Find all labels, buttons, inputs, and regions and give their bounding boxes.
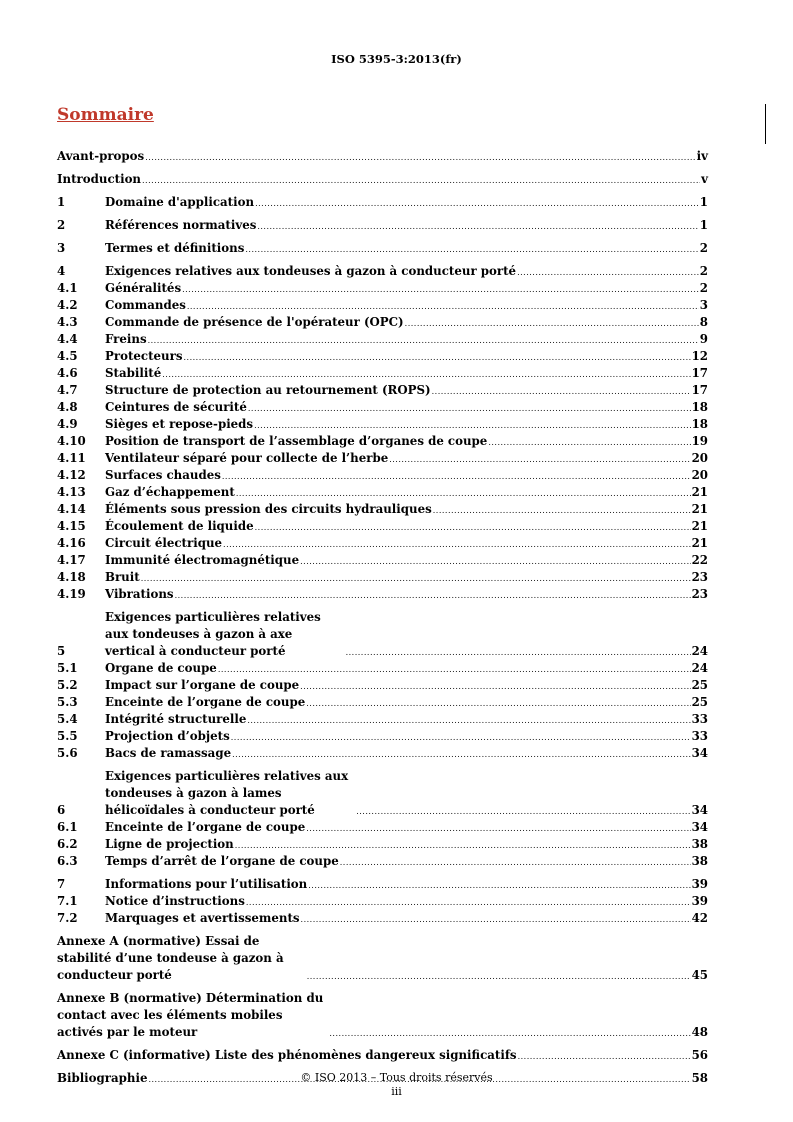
toc-dot-leader [257, 220, 698, 234]
toc-entry-page: 18 [691, 417, 708, 431]
toc-entry[interactable] [57, 535, 708, 552]
toc-entry-title: Marquages et avertissements [105, 911, 300, 925]
toc-dot-leader [231, 731, 691, 745]
toc-entry-title: Freins [105, 332, 147, 346]
toc-entry[interactable] [57, 933, 708, 984]
toc-dot-leader [145, 151, 695, 165]
toc-entry-page: 33 [691, 729, 708, 743]
toc-entry-page: 21 [691, 536, 708, 550]
toc-entry-title: Éléments sous pression des circuits hydrauliques [105, 502, 432, 516]
toc-entry-title: Circuit électrique [105, 536, 223, 550]
toc-entry-number: 6.3 [57, 854, 78, 868]
toc-entry-number: 4.11 [57, 451, 86, 465]
toc-entry-number: 4.12 [57, 468, 86, 482]
toc-entry-number: 5.3 [57, 695, 78, 709]
toc-entry-page: 48 [691, 1025, 708, 1039]
toc-entry-number: 2 [57, 218, 66, 232]
toc-dot-leader [308, 879, 690, 893]
toc-entry-number: 3 [57, 241, 66, 255]
toc-entry-number: 5.5 [57, 729, 78, 743]
toc-dot-leader [306, 822, 690, 836]
toc-entry[interactable] [57, 297, 708, 314]
toc-entry-title: Commande de présence de l'opérateur (OPC) [105, 315, 404, 329]
toc-entry-title: Références normatives [105, 218, 257, 232]
toc-entry-title: Bibliographie [57, 1071, 148, 1085]
toc-entry-page: 34 [691, 746, 708, 760]
toc-title: Sommaire [57, 105, 154, 125]
toc-entry-title: Enceinte de l’organe de coupe [105, 820, 306, 834]
toc-entry[interactable] [57, 990, 708, 1041]
toc-entry-number: 4.9 [57, 417, 78, 431]
toc-entry-page: 24 [691, 661, 708, 675]
toc-entry-page: 25 [691, 695, 708, 709]
toc-entry-number: 4.17 [57, 553, 86, 567]
toc-entry-title: Annexe C (informative) Liste des phénomènes dangereux significatifs [57, 1048, 517, 1062]
toc-entry-title: Exigences relatives aux tondeuses à gazon à conducteur porté [105, 264, 517, 278]
toc-entry[interactable] [57, 382, 708, 399]
toc-entry-page: 58 [691, 1071, 708, 1085]
toc-dot-leader [248, 402, 691, 416]
document-header: ISO 5395-3:2013(fr) [331, 52, 462, 66]
toc-entry-page: 34 [691, 820, 708, 834]
toc-entry-title: Domaine d'application [105, 195, 255, 209]
toc-entry-title: Sièges et repose-pieds [105, 417, 254, 431]
toc-entry-page: 25 [691, 678, 708, 692]
toc-entry-title: Ventilateur séparé pour collecte de l’herbe [105, 451, 389, 465]
toc-entry[interactable] [57, 745, 708, 762]
toc-entry-number: 4.2 [57, 298, 78, 312]
toc-entry-page: 20 [691, 451, 708, 465]
toc-dot-leader [389, 453, 690, 467]
toc-entry[interactable] [57, 484, 708, 501]
toc-entry-title: Annexe A (normative) Essai de stabilité d’une tondeuse à gazon à conducteur porté [57, 934, 284, 982]
toc-dot-leader [340, 856, 691, 870]
toc-dot-leader [517, 266, 699, 280]
toc-entry-title: Impact sur l’organe de coupe [105, 678, 300, 692]
toc-entry[interactable] [57, 518, 708, 535]
toc-entry-number: 5.4 [57, 712, 78, 726]
toc-entry-number: 4.16 [57, 536, 86, 550]
toc-entry-title: Stabilité [105, 366, 162, 380]
toc-entry-title: Projection d’objets [105, 729, 230, 743]
toc-entry-page: 17 [691, 366, 708, 380]
toc-dot-leader [247, 714, 690, 728]
toc-entry[interactable] [57, 910, 708, 927]
toc-entry-title: Enceinte de l’organe de coupe [105, 695, 306, 709]
toc-entry-number: 6.1 [57, 820, 78, 834]
toc-entry-number: 5 [57, 644, 66, 658]
toc-entry-page: 17 [691, 383, 708, 397]
toc-entry[interactable] [57, 694, 708, 711]
toc-dot-leader [301, 913, 691, 927]
toc-entry[interactable] [57, 240, 708, 257]
toc-dot-leader [405, 317, 699, 331]
toc-entry-page: 2 [699, 241, 708, 255]
toc-entry[interactable] [57, 876, 708, 893]
toc-entry-title: Annexe B (normative) Détermination du contact avec les éléments mobiles activés par le moteur [57, 991, 324, 1039]
toc-entry-page: 21 [691, 485, 708, 499]
toc-entry[interactable] [57, 467, 708, 484]
toc-dot-leader [433, 504, 691, 518]
toc-entry-page: 8 [699, 315, 708, 329]
toc-entry-number: 6.2 [57, 837, 78, 851]
toc-entry-title: Structure de protection au retournement (ROPS) [105, 383, 431, 397]
toc-entry-title: Avant-propos [57, 149, 145, 163]
toc-dot-leader [254, 419, 691, 433]
toc-dot-leader [222, 470, 691, 484]
toc-entry[interactable] [57, 217, 708, 234]
toc-entry-title: Immunité électromagnétique [105, 553, 300, 567]
toc-entry-number: 4.8 [57, 400, 78, 414]
toc-entry-number: 5.1 [57, 661, 78, 675]
toc-entry[interactable] [57, 836, 708, 853]
toc-dot-leader [232, 748, 691, 762]
toc-dot-leader [245, 243, 698, 257]
toc-entry[interactable] [57, 194, 708, 211]
toc-entry-page: 39 [691, 877, 708, 891]
toc-entry[interactable] [57, 314, 708, 331]
toc-entry-page: 33 [691, 712, 708, 726]
toc-dot-leader [218, 663, 691, 677]
toc-entry-number: 4.10 [57, 434, 86, 448]
toc-entry-title: Généralités [105, 281, 182, 295]
toc-entry-page: 18 [691, 400, 708, 414]
toc-dot-leader [488, 436, 690, 450]
toc-entry-title: Position de transport de l’assemblage d’organes de coupe [105, 434, 488, 448]
toc-entry[interactable] [57, 552, 708, 569]
toc-entry[interactable] [57, 280, 708, 297]
toc-entry[interactable] [57, 171, 708, 188]
toc-entry-page: 24 [691, 644, 708, 658]
toc-entry[interactable] [57, 819, 708, 836]
toc-dot-leader [148, 334, 699, 348]
toc-dot-leader [255, 521, 691, 535]
toc-entry-number: 4 [57, 264, 66, 278]
toc-entry-number: 4.7 [57, 383, 78, 397]
toc-entry-title: Introduction [57, 172, 142, 186]
toc-dot-leader [306, 697, 690, 711]
toc-entry-title: Protecteurs [105, 349, 183, 363]
toc-entry-number: 4.15 [57, 519, 86, 533]
toc-entry-title: Informations pour l’utilisation [105, 877, 308, 891]
toc-dot-leader [432, 385, 691, 399]
toc-dot-leader [356, 805, 690, 819]
toc-entry-title: Gaz d’échappement [105, 485, 235, 499]
toc-entry[interactable] [57, 660, 708, 677]
toc-entry[interactable] [57, 399, 708, 416]
toc-entry-page: 38 [691, 854, 708, 868]
toc-dot-leader [246, 896, 691, 910]
toc-entry-page: 2 [699, 264, 708, 278]
toc-entry[interactable] [57, 728, 708, 745]
toc-entry-page: 22 [691, 553, 708, 567]
toc-entry-title: Vibrations [105, 587, 174, 601]
toc-entry-page: 20 [691, 468, 708, 482]
toc-entry-number: 7.2 [57, 911, 78, 925]
toc-entry-page: 38 [691, 837, 708, 851]
toc-dot-leader [236, 487, 691, 501]
toc-dot-leader [223, 538, 691, 552]
toc-dot-leader [300, 680, 690, 694]
toc-entry-number: 4.4 [57, 332, 78, 346]
toc-dot-leader [329, 1027, 690, 1041]
toc-entry-page: 39 [691, 894, 708, 908]
toc-entry-title: Organe de coupe [105, 661, 217, 675]
toc-dot-leader [142, 174, 700, 188]
toc-entry-title: Intégrité structurelle [105, 712, 247, 726]
toc-entry-page: 21 [691, 519, 708, 533]
toc-entry-page: 12 [691, 349, 708, 363]
toc-entry[interactable] [57, 677, 708, 694]
toc-entry[interactable] [57, 416, 708, 433]
toc-dot-leader [141, 572, 691, 586]
toc-entry-page: 1 [699, 218, 708, 232]
page-number: iii [391, 1085, 402, 1098]
toc-entry-number: 4.6 [57, 366, 78, 380]
toc-entry-page: 1 [699, 195, 708, 209]
toc-entry[interactable] [57, 768, 708, 819]
toc-entry[interactable] [57, 586, 708, 603]
toc-entry-page: 56 [691, 1048, 708, 1062]
toc-entry[interactable] [57, 348, 708, 365]
toc-entry-page: 21 [691, 502, 708, 516]
toc-entry-number: 4.18 [57, 570, 86, 584]
toc-dot-leader [255, 197, 699, 211]
toc-entry[interactable] [57, 365, 708, 382]
toc-entry-page: 2 [699, 281, 708, 295]
toc-entry[interactable] [57, 450, 708, 467]
toc-entry-number: 5.6 [57, 746, 78, 760]
toc-entry-number: 4.13 [57, 485, 86, 499]
toc-entry-page: 34 [691, 803, 708, 817]
toc-dot-leader [183, 351, 690, 365]
toc-entry[interactable] [57, 1047, 708, 1064]
toc-dot-leader [346, 646, 691, 660]
toc-entry-title: Termes et définitions [105, 241, 245, 255]
toc-entry-title: Notice d’instructions [105, 894, 245, 908]
toc-entry-page: 9 [699, 332, 708, 346]
toc-entry[interactable] [57, 569, 708, 586]
toc-entry-number: 1 [57, 195, 66, 209]
page-footer [0, 1071, 793, 1099]
toc-dot-leader [518, 1050, 691, 1064]
toc-entry-title: Exigences particulières relatives aux tondeuses à gazon à axe vertical à conducteur porté [105, 610, 321, 658]
toc-entry-title: Ceintures de sécurité [105, 400, 247, 414]
toc-dot-leader [182, 283, 699, 297]
toc-entry-page: 42 [691, 911, 708, 925]
toc-entry-page: 23 [691, 570, 708, 584]
toc-entry-page: 3 [699, 298, 708, 312]
toc-entry[interactable] [57, 331, 708, 348]
toc-entry-title: Surfaces chaudes [105, 468, 221, 482]
table-of-contents [57, 148, 708, 1087]
toc-entry[interactable] [57, 609, 708, 660]
toc-entry-number: 4.5 [57, 349, 78, 363]
toc-entry[interactable] [57, 433, 708, 450]
toc-entry-number: 4.3 [57, 315, 78, 329]
toc-entry-title: Bacs de ramassage [105, 746, 232, 760]
toc-entry[interactable] [57, 501, 708, 518]
toc-entry-number: 6 [57, 803, 66, 817]
toc-dot-leader [235, 839, 691, 853]
toc-entry-title: Bruit [105, 570, 140, 584]
toc-entry-number: 7 [57, 877, 66, 891]
toc-dot-leader [175, 589, 691, 603]
toc-entry-title: Ligne de projection [105, 837, 234, 851]
toc-entry-page: v [701, 172, 708, 186]
toc-dot-leader [307, 970, 691, 984]
toc-entry-title: Commandes [105, 298, 186, 312]
revision-bar [765, 104, 766, 144]
toc-entry[interactable] [57, 711, 708, 728]
toc-entry[interactable] [57, 263, 708, 280]
toc-entry-number: 5.2 [57, 678, 78, 692]
toc-entry-number: 4.1 [57, 281, 78, 295]
toc-entry[interactable] [57, 148, 708, 165]
toc-entry-page: 19 [691, 434, 708, 448]
toc-entry-title: Temps d’arrêt de l’organe de coupe [105, 854, 339, 868]
toc-entry-page: iv [696, 149, 708, 163]
copyright-notice: © ISO 2013 – Tous droits réservés [300, 1071, 493, 1084]
toc-entry-number: 7.1 [57, 894, 78, 908]
toc-entry-page: 45 [691, 968, 708, 982]
toc-dot-leader [187, 300, 699, 314]
toc-entry-title: Écoulement de liquide [105, 519, 254, 533]
toc-entry-number: 4.14 [57, 502, 86, 516]
toc-entry-page: 23 [691, 587, 708, 601]
toc-entry-number: 4.19 [57, 587, 86, 601]
toc-dot-leader [300, 555, 690, 569]
toc-entry-title: Exigences particulières relatives aux tondeuses à gazon à lames hélicoïdales à conducteur porté [105, 769, 349, 817]
toc-entry[interactable] [57, 853, 708, 870]
toc-entry[interactable] [57, 893, 708, 910]
toc-dot-leader [162, 368, 690, 382]
